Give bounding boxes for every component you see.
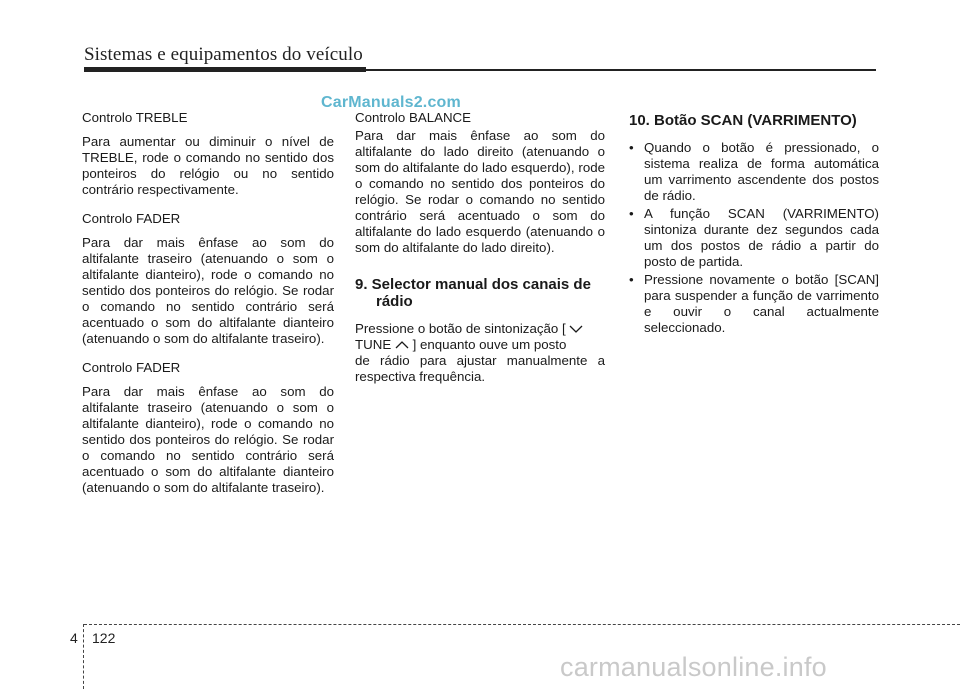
section9-line3: de rádio para ajustar manualmente a respectiva frequência. [355,353,605,384]
column-middle [355,110,605,385]
treble-text: Para aumentar ou diminuir o nível de TREBLE, rode o comando no sentido dos ponteiros do relógio ou no sentido contrário respectivamente. [82,134,334,197]
footer-chapter-number: 4 [70,630,78,646]
chevron-up-icon [395,340,409,350]
header-rule-thick [84,67,366,72]
list-item: • Pressione novamente o botão [SCAN] para suspender a função de varrimento e ouvir o canal actualmente seleccionado. [629,272,879,336]
watermark-top-link[interactable]: CarManuals2.com [321,94,461,111]
section10-bullet-list [629,140,879,336]
watermark-bottom-link[interactable]: carmanualsonline.info [560,652,827,682]
section10-heading: 10. Botão SCAN (VARRIMENTO) [629,112,857,129]
footer-vertical-rule [83,624,84,689]
treble-title: Controlo TREBLE [82,110,188,125]
list-item: • Quando o botão é pressionado, o sistema realiza de forma automática um varrimento ascendente dos postos de rádio. [629,140,879,204]
fader2-text: Para dar mais ênfase ao som do altifalante traseiro (atenuando o som o altifalante dianteiro), rode o comando no sentido dos ponteiros do relógio. Se rodar o comando no sentido contrário será acentuado o som do altifalante dianteiro (atenuando o som do altifalante traseiro). [82,384,334,495]
fader2-title: Controlo FADER [82,360,181,375]
section9-heading: 9. Selector manual dos canais de rádio [355,276,591,310]
list-item: • A função SCAN (VARRIMENTO) sintoniza durante dez segundos cada um dos postos de rádio a partir do posto de partida. [629,206,879,270]
balance-title: Controlo BALANCE [355,110,472,125]
section9-line2: ] enquanto ouve um posto [412,337,567,352]
section9-text [355,321,605,385]
footer-rule [84,624,960,625]
footer-page-number: 122 [92,630,116,646]
fader1-title: Controlo FADER [82,211,181,226]
chevron-down-icon [569,324,583,334]
section9-tune-label: TUNE [355,337,392,352]
column-right [629,110,879,338]
section9-line1: Pressione o botão de sintonização [ [355,321,566,336]
header-rule-thin [366,69,876,71]
page-header-title: Sistemas e equipamentos do veículo [84,44,363,65]
column-left [82,110,334,509]
fader1-text: Para dar mais ênfase ao som do altifalante traseiro (atenuando o som o altifalante dianteiro), rode o comando no sentido dos ponteiros do relógio. Se rodar o comando no sentido contrário será acentuado o som do altifalante dianteiro (atenuando o som do altifalante traseiro). [82,235,334,346]
balance-text: Para dar mais ênfase ao som do altifalante do lado direito (atenuando o som do altifalante do lado esquerdo), rode o comando no sentido dos ponteiros do relógio. Se rodar o comando no sentido contrário será acentuado o som do altifalante do lado esquerdo (atenuando o som do altifalante do lado direito). [355,128,605,255]
